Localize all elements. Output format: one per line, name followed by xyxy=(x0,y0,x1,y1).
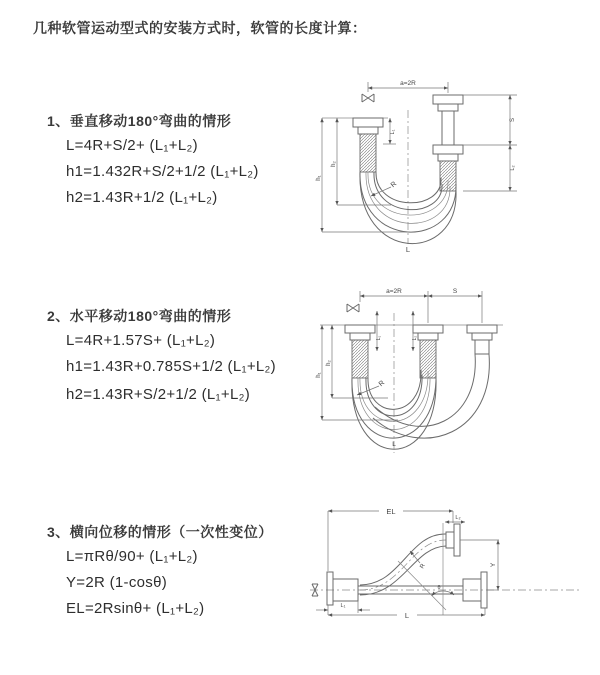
dim-label-y: Y xyxy=(490,562,497,568)
hose-assembly xyxy=(322,94,463,244)
dimension-lines xyxy=(316,507,499,620)
dimension-lines xyxy=(316,288,482,448)
dimension-lines xyxy=(316,80,517,254)
section-3-formula-Y: Y=2R (1-cosθ) xyxy=(66,574,168,591)
dim-label-h1: h₁ xyxy=(316,175,322,181)
dim-label-l1: L₁ xyxy=(340,603,346,609)
section-2-heading: 2、水平移动180°弯曲的情形 xyxy=(47,308,232,324)
section-2-formula-h2: h2=1.43R+S/2+1/2 (L₁+L₂) xyxy=(66,386,251,403)
dim-label-a2r: a=2R xyxy=(400,80,416,87)
diagram-vertical-180-bend xyxy=(313,72,558,264)
diagram-horizontal-180-bend xyxy=(313,283,600,461)
dim-label-l2: L₂ xyxy=(510,165,516,171)
section-1-formula-L: L=4R+S/2+ (L₁+L₂) xyxy=(66,137,198,154)
hose-assembly xyxy=(327,523,487,615)
dim-label-l1: L₁ xyxy=(376,335,382,341)
section-1-heading: 1、垂直移动180°弯曲的情形 xyxy=(47,113,232,129)
dim-label-l: L xyxy=(404,611,410,620)
dim-label-r: R xyxy=(389,180,399,190)
dim-label-h1: h₁ xyxy=(316,372,322,378)
valve-icon xyxy=(347,304,359,312)
page-title: 几种软管运动型式的安装方式时，软管的长度计算： xyxy=(33,20,367,36)
dim-label-el: EL xyxy=(386,507,396,516)
dim-label-l2: L₂ xyxy=(412,335,418,341)
dim-label-s: S xyxy=(452,288,458,295)
dim-label-r: R xyxy=(419,563,427,570)
diagram-lateral-displacement xyxy=(303,503,600,648)
dim-label-h2: h₂ xyxy=(331,161,337,167)
dim-label-h2: h₂ xyxy=(326,360,332,366)
section-3-formula-L: L=πRθ/90+ (L₁+L₂) xyxy=(66,548,198,565)
section-1-formula-h2: h2=1.43R+1/2 (L₁+L₂) xyxy=(66,189,218,206)
section-1-formula-h1: h1=1.432R+S/2+1/2 (L₁+L₂) xyxy=(66,163,259,180)
dim-label-l1: L₁ xyxy=(390,129,396,135)
dim-label-theta: θ xyxy=(437,585,441,591)
section-2-formula-h1: h1=1.43R+0.785S+1/2 (L₁+L₂) xyxy=(66,358,276,375)
dim-label-s: S xyxy=(510,117,516,123)
hose-assembly xyxy=(320,304,503,449)
section-3-formula-EL: EL=2Rsinθ+ (L₁+L₂) xyxy=(66,600,205,617)
dim-label-l: L xyxy=(392,441,396,448)
section-2-formula-L: L=4R+1.57S+ (L₁+L₂) xyxy=(66,332,216,349)
valve-icon xyxy=(362,94,374,102)
section-3-heading: 3、横向位移的情形（一次性变位） xyxy=(47,524,273,540)
dim-label-l2: L₂ xyxy=(455,515,461,521)
dim-label-a2r: a=2R xyxy=(386,288,402,295)
dim-label-l: L xyxy=(405,245,411,254)
dim-label-r: R xyxy=(377,379,387,389)
